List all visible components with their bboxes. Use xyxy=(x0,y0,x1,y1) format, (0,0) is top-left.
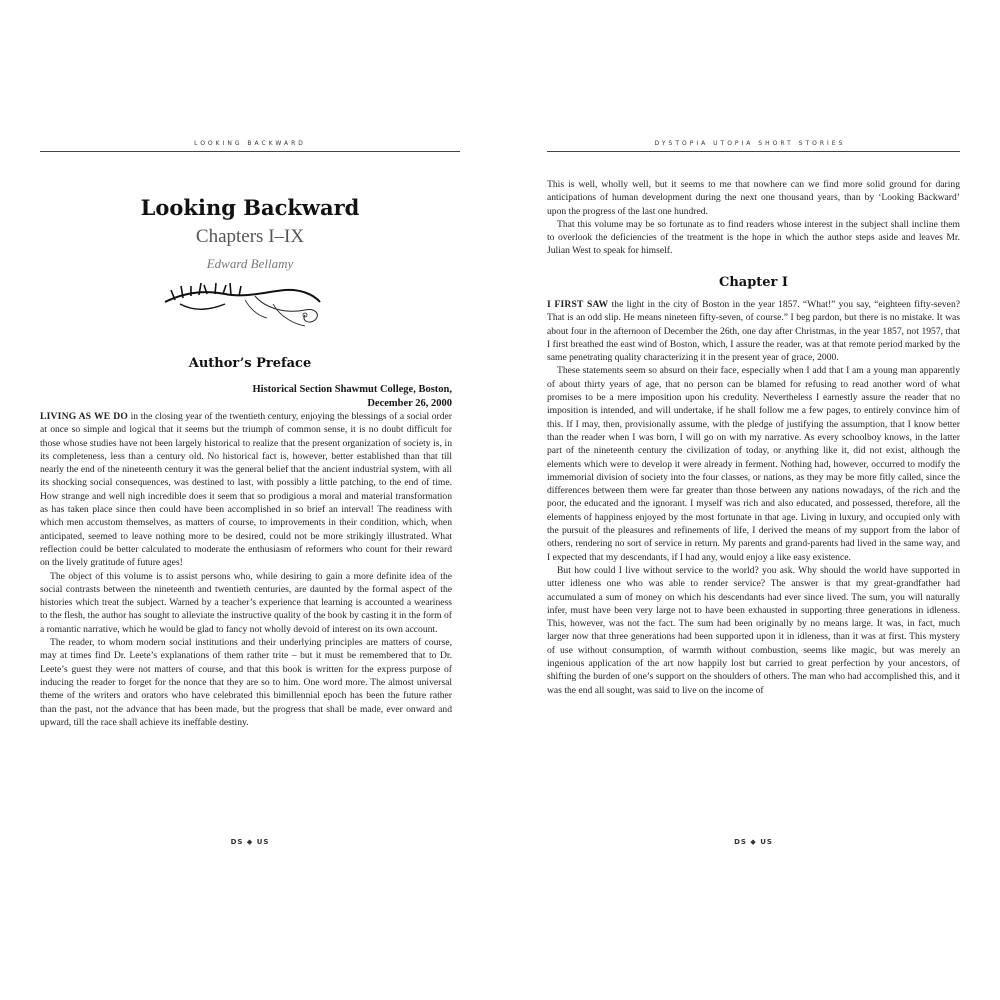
chapter-body xyxy=(547,298,960,798)
section-heading: Author’s Preface xyxy=(188,356,312,371)
flourish-ornament xyxy=(155,280,335,330)
dateline-place: Historical Section Shawmut College, Boston, xyxy=(252,384,452,395)
title-block xyxy=(40,195,460,272)
paragraph-text: in the closing year of the twentieth century, enjoying the blessings of a social order at once so simple and logical that it seems but the triumph of common sense, it is no doubt difficult for those whose studies have not been largely historical to realize that the present organization of society is, in its completeness, less than a century old. No historical fact is, however, better established than that till nearly the end of the nineteenth century it was the general belief that the ancient industrial system, with all its shocking social consequences, was destined to last, with possibly a little patching, to the end of time. How strange and well nigh incredible does it seem that so prodigious a moral and material transformation as has taken place since then could have been accomplished in so brief an interval! The readiness with which men accustom themselves, as matters of course, to improvements in their condition, which, when anticipated, seemed to leave nothing more to be desired, could not be more strikingly illustrated. What reflection could be better calculated to moderate the enthusiasm of reformers who count for their reward on the lively gratitude of future ages! xyxy=(40,411,452,569)
page-folio-right: DS ◆ US xyxy=(734,838,773,846)
paragraph xyxy=(40,410,452,570)
running-head-left: LOOKING BACKWARD xyxy=(194,140,306,147)
running-head-right: DYSTOPIA UTOPIA SHORT STORIES xyxy=(654,140,846,147)
dateline xyxy=(40,383,452,410)
chapter-range: Chapters I–IX xyxy=(195,226,305,247)
drop-lead: LIVING AS WE DO xyxy=(40,411,128,422)
drop-lead: I FIRST SAW xyxy=(547,299,609,310)
paragraph-text: the light in the city of Boston in the year 1857. “What!” you say, “eighteen fifty-seven? That is an odd slip. He means nineteen fifty-seven, of course.” I beg pardon, but there is no mistake. It was about four in the afternoon of December the 26th, one day after Christmas, in the year 1857, not 1957, that I first breathed the east wind of Boston, which, I assure the reader, was at that remote period marked by the same penetrating quality characterizing it in the present year of grace, 2000. xyxy=(547,299,960,364)
preface-body xyxy=(40,410,452,798)
paragraph: That this volume may be so fortunate as to find readers whose interest in the subject shall incline them to overlook the deficiencies of the treatment is the hope in which the author steps aside and leaves Mr. Julian West to speak for himself. xyxy=(547,218,960,257)
right-page xyxy=(500,0,1000,1000)
paragraph: This is well, wholly well, but it seems to me that nowhere can we find more solid ground for daring anticipations of human development during the next one thousand years, than by ‘Looking Backward’ upon the progress of the last one hundred. xyxy=(547,179,960,217)
author-name: Edward Bellamy xyxy=(206,256,294,271)
book-title: Looking Backward xyxy=(140,195,360,220)
paragraph: These statements seem so absurd on their face, especially when I add that I am a young man apparently of about thirty years of age, that no person can be blamed for refusing to read another word of what promises to be a mere imposition upon his credulity. Nevertheless I earnestly assure the reader that no imposition is intended, and will undertake, if he shall follow me a few pages, to entirely convince him of this. If I may, then, provisionally assume, with the pledge of justifying the assumption, that I know better than the reader when I was born, I will go on with my narrative. As every schoolboy knows, in the latter part of the nineteenth century the civilization of today, or anything like it, did not exist, although the elements which were to develop it were already in ferment. Nothing had, however, occurred to modify the immemorial division of society into the four classes, or nations, as they may be more fitly called, since the differences between them were far greater than those between any nations nowadays, of the rich and the poor, the educated and the ignorant. I myself was rich and also educated, and possessed, therefore, all the elements of happiness enjoyed by the most fortunate in that age. Living in luxury, and occupied only with the pursuit of the pleasures and refinements of life, I derived the means of my support from the labor of others, rendering no sort of service in return. My parents and grand-parents had lived in the same way, and I expected that my descendants, if I had any, would enjoy a like easy existence. xyxy=(547,365,960,563)
paragraph: The reader, to whom modern social institutions and their underlying principles are matters of course, may at times find Dr. Leete’s explanations of them rather trite – but it must be remembered that to Dr. Leete’s guest they were not matters of course, and that this book is written for the express purpose of inducing the reader to forget for the nonce that they are so to him. One word more. The almost universal theme of the writers and orators who have celebrated this bimillennial epoch has been the future rather than the past, not the advance that has been made, but the progress that shall be made, ever onward and upward, till the race shall achieve its ineffable destiny. xyxy=(40,637,452,728)
header-rule-left xyxy=(40,151,460,152)
paragraph: The object of this volume is to assist persons who, while desiring to gain a more definite idea of the social contrasts between the nineteenth and twentieth centuries, are daunted by the formal aspect of the histories which treat the subject. Warned by a teacher’s experience that learning is accounted a weariness to the flesh, the author has sought to alleviate the instructive quality of the book by casting it in the form of a romantic narrative, which he would be glad to fancy not wholly devoid of interest on its own account. xyxy=(40,570,452,635)
paragraph xyxy=(547,298,960,364)
chapter-heading: Chapter I xyxy=(718,275,789,290)
paragraph: But how could I live without service to the world? you ask. Why should the world have supported in utter idleness one who was able to render service? The answer is that my great-grandfather had accumulated a sum of money on which his descendants had ever since lived. The sum, you will naturally infer, must have been very large not to have been exhausted in supporting three generations in idleness. This, however, was not the fact. The sum had been originally by no means large. It was, in fact, much larger now that three generations had been supported upon it in idleness, than it was at first. This mystery of use without consumption, of warmth without combustion, seems like magic, but was merely an ingenious application of the art now happily lost but carried to great perfection by your ancestors, of shifting the burden of one’s support on the shoulders of others. The man who had accomplished this, and it was the end all sought, was said to live on the income of xyxy=(547,564,960,696)
preface-continuation xyxy=(547,178,960,260)
page-folio-left: DS ◆ US xyxy=(230,838,270,846)
header-rule-right xyxy=(547,151,960,152)
dateline-date: December 26, 2000 xyxy=(367,397,452,409)
